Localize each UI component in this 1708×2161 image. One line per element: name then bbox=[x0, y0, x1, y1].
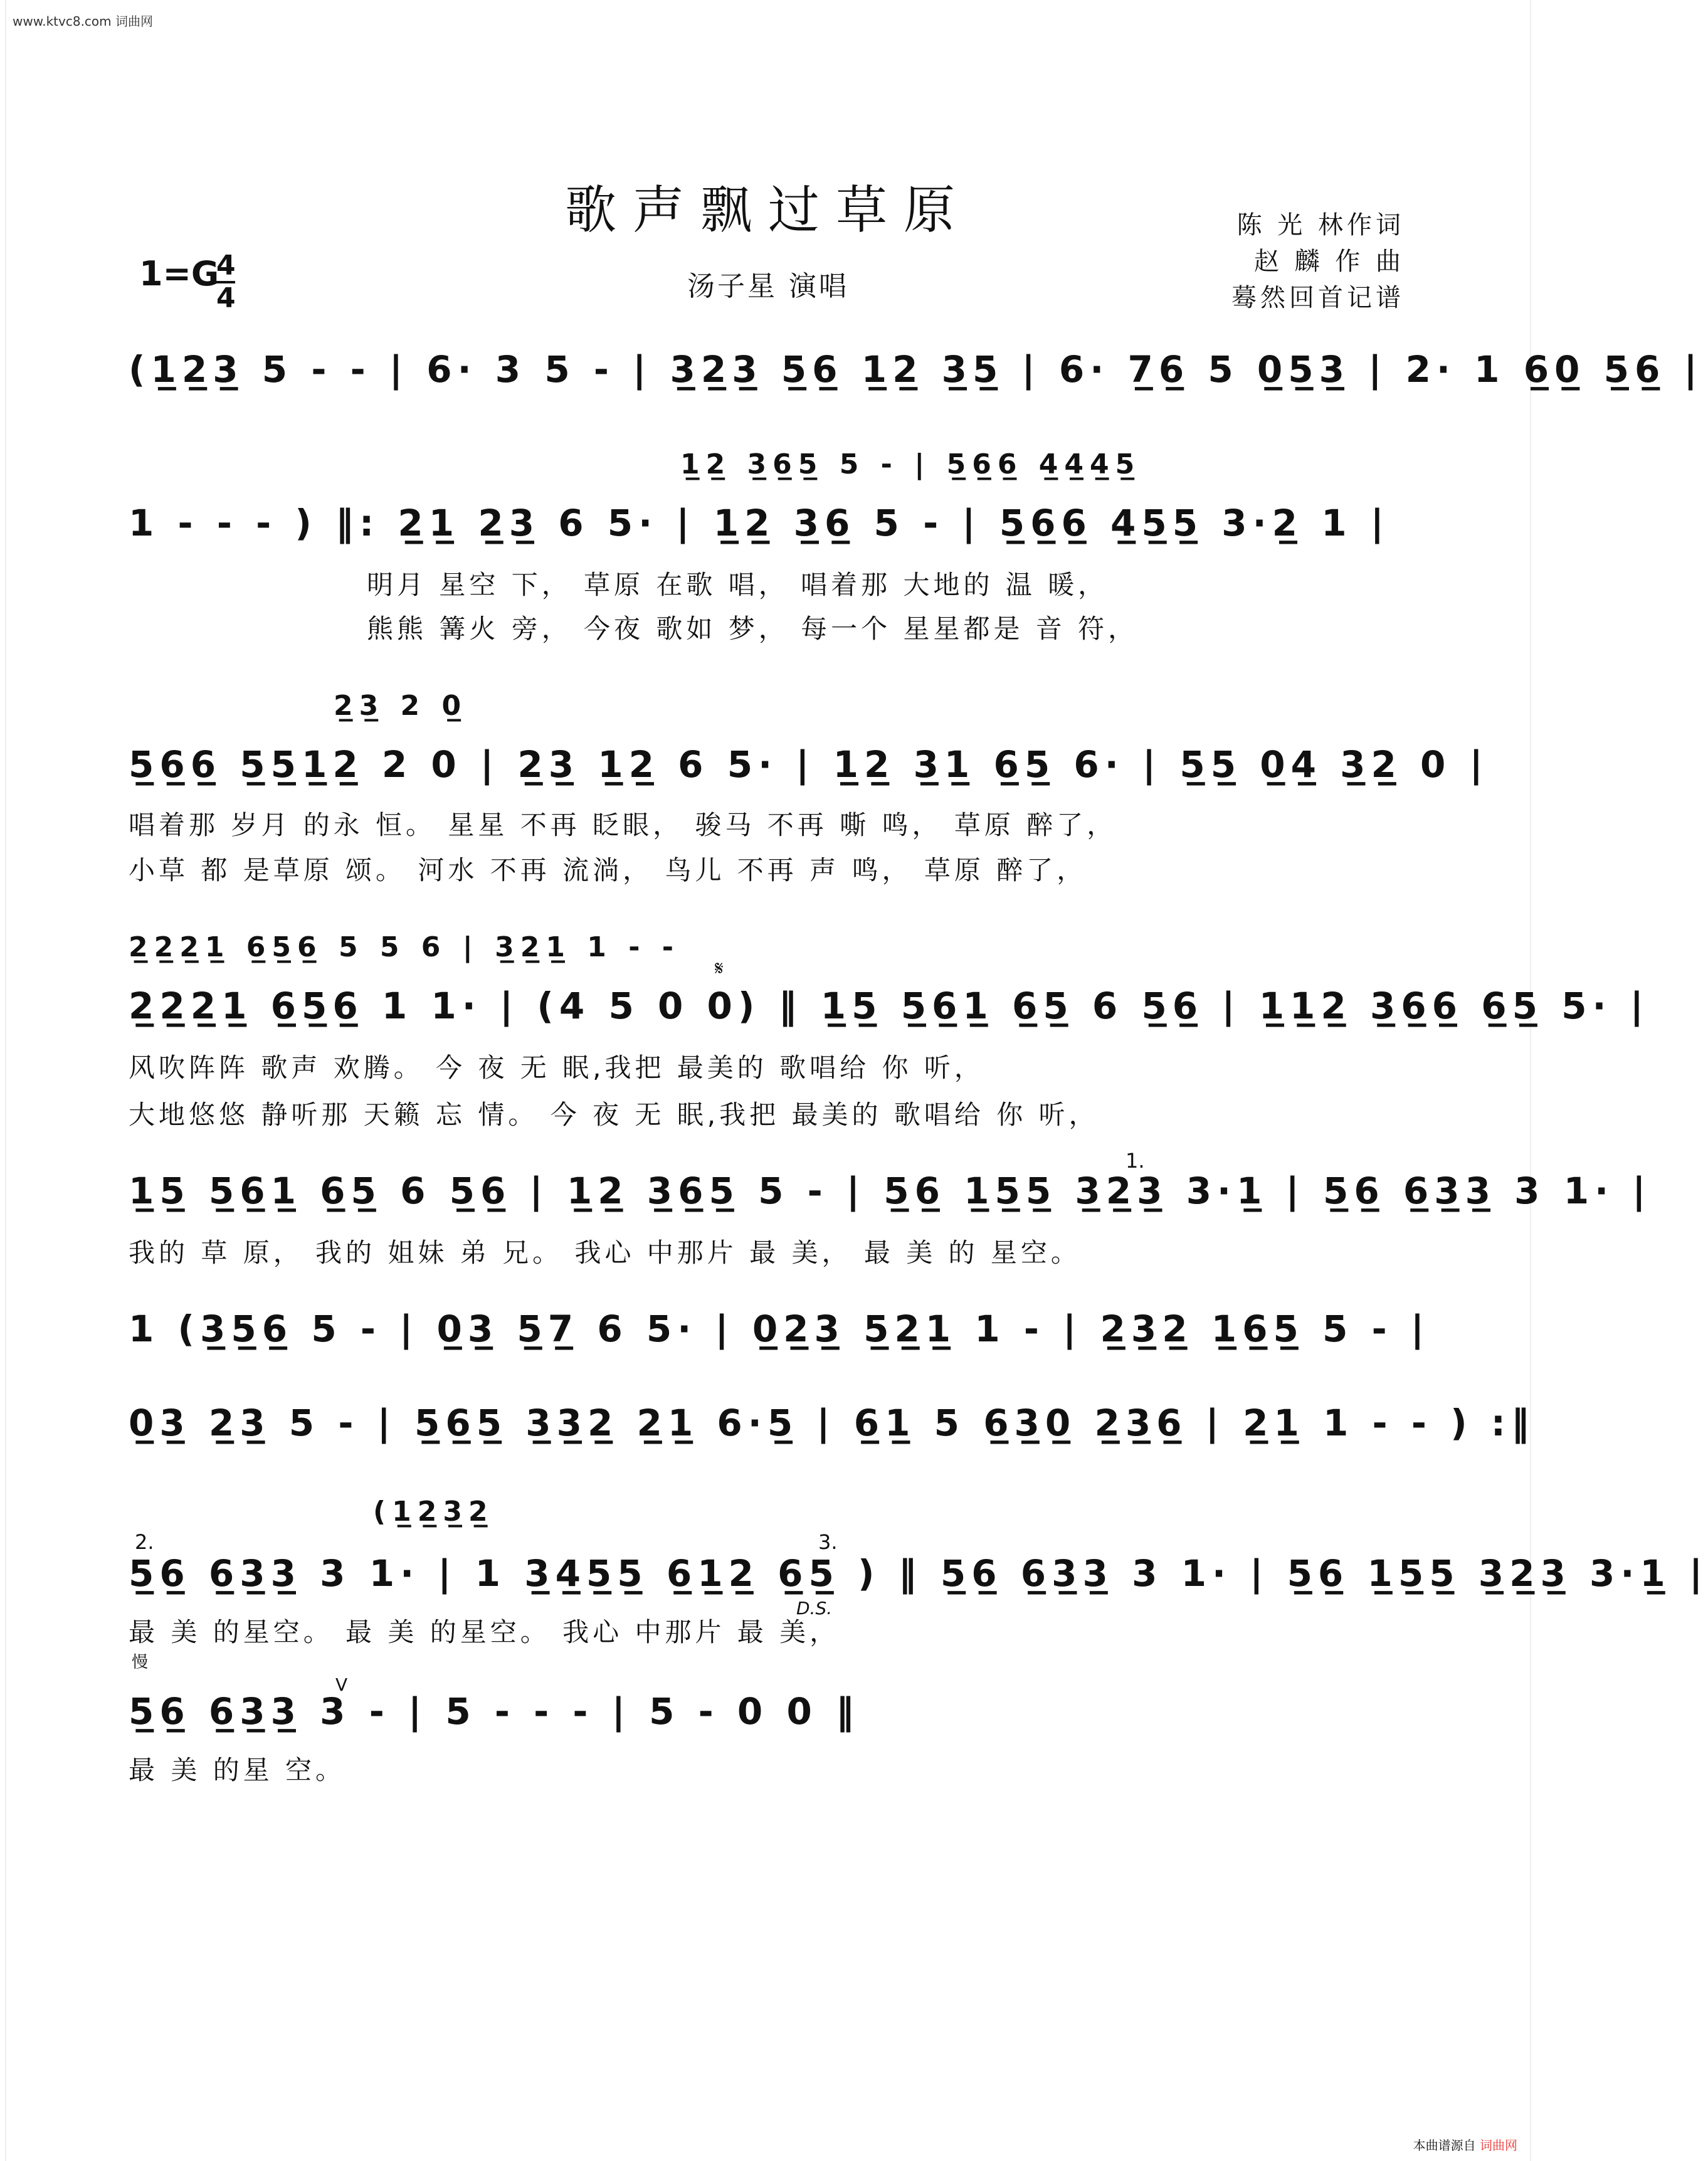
volta-3: 3. bbox=[818, 1530, 838, 1554]
score-row-8: 5̲6̲ 6̲3̲3̲ 3 1· | 1 3̲4̲5̲5̲ 6̲1̲2̲ 6̲5̲ ) ‖ 5̲6̲ 6̲3̲3̲ 3 1· | 5̲6̲ 1̲5̲5̲ 3̲2̲3̲ 3·1̲ | bbox=[129, 1552, 1708, 1595]
composer: 赵 麟 作 曲 bbox=[1253, 247, 1405, 276]
lyrics-row-3-verse-2: 小草 都 是草原 颂。 河水 不再 流淌， 鸟儿 不再 声 鸣， 草原 醉了， bbox=[129, 855, 1087, 885]
lyrics-row-8: 最 美 的星空。 最 美 的星空。 我心 中那片 最 美， bbox=[129, 1617, 840, 1647]
lyrics-row-5: 我的 草 原， 我的 姐妹 弟 兄。 我心 中那片 最 美， 最 美 的 星空。 bbox=[129, 1237, 1081, 1268]
score-row-2: 1 - - - ) ‖: 2̲1̲ 2̲3̲ 6 5· | 1̲2̲ 3̲6̲ 5 - | 5̲6̲6̲ 4̲5̲5̲ 3·2̲ 1 | bbox=[129, 502, 1389, 544]
volta-2: 2. bbox=[135, 1530, 154, 1554]
key-signature: 1=G bbox=[139, 254, 219, 293]
score-row-4: 2̲2̲2̲1̲ 6̲5̲6̲ 1 1· | (4 5 0 0) ‖ 1̲5̲ 5̲6̲1̲ 6̲5̲ 6 5̲6̲ | 1̲1̲2̲ 3̲6̲6̲ 6̲5̲ 5· | bbox=[129, 985, 1649, 1027]
left-edge bbox=[5, 0, 6, 2161]
footer-site: 词曲网 bbox=[1480, 2138, 1517, 2153]
lyrics-row-9: 最 美 的星 空。 bbox=[129, 1755, 346, 1785]
time-top: 4 bbox=[216, 250, 236, 282]
score-row-9: 5̲6̲ 6̲3̲3̲ 3 - | 5 - - - | 5 - 0 0 ‖ bbox=[129, 1690, 860, 1733]
lyrics-row-3-verse-1: 唱着那 岁月 的永 恒。 星星 不再 眨眼， 骏马 不再 嘶 鸣， 草原 醉了， bbox=[129, 810, 1117, 840]
lyrics-row-2-verse-1: 明月 星空 下， 草原 在歌 唱， 唱着那 大地的 温 暖， bbox=[367, 569, 1109, 600]
score-row-4-variant: 2̲2̲2̲1̲ 6̲5̲6̲ 5 5 6 | 3̲2̲1̲ 1 - - bbox=[129, 931, 680, 963]
footer bbox=[1413, 2135, 1517, 2153]
site-label: www.ktvc8.com 词曲网 bbox=[13, 14, 154, 29]
right-edge bbox=[1530, 0, 1531, 2161]
ds-mark: D.S. bbox=[796, 1598, 833, 1619]
transcriber: 蓦然回首记谱 bbox=[1231, 283, 1405, 312]
singer: 汤子星 演唱 bbox=[687, 270, 849, 302]
lyrics-row-2-verse-2: 熊熊 篝火 旁， 今夜 歌如 梦， 每一个 星星都是 音 符， bbox=[367, 613, 1139, 644]
footer-source: 本曲谱源自 bbox=[1413, 2138, 1476, 2153]
score-row-5: 1̲5̲ 5̲6̲1̲ 6̲5̲ 6 5̲6̲ | 1̲2̲ 3̲6̲5̲ 5 - | 5̲6̲ 1̲5̲5̲ 3̲2̲3̲ 3·1̲ | 5̲6̲ 6̲3̲3̲ 3 1· | bbox=[129, 1170, 1652, 1212]
lyricist: 陈 光 林作词 bbox=[1236, 211, 1405, 240]
score-row-7: 0̲3̲ 2̲3̲ 5 - | 5̲6̲5̲ 3̲3̲2̲ 2̲1̲ 6·5̲ | 6̲1̲ 5 6̲3̲0̲ 2̲3̲6̲ | 2̲1̲ 1 - - ) :‖ bbox=[129, 1402, 1535, 1444]
song-title: 歌声飘过草原 bbox=[564, 181, 971, 240]
segno-mark: 𝄋 bbox=[715, 956, 724, 980]
time-bottom: 4 bbox=[216, 282, 236, 314]
lyrics-row-4-verse-1: 风吹阵阵 歌声 欢腾。 今 夜 无 眠,我把 最美的 歌唱给 你 听， bbox=[129, 1052, 984, 1083]
score-row-2-variant: 1̲2̲ 3̲6̲5̲ 5 - | 5̲6̲6̲ 4̲4̲4̲5̲ bbox=[680, 448, 1141, 480]
slow-mark: 慢 bbox=[132, 1653, 149, 1672]
score-row-3-variant: 2̲3̲ 2 0̲ bbox=[334, 690, 468, 722]
score-row-8-variant: (1̲2̲3̲2̲ bbox=[373, 1496, 494, 1528]
score-row-6: 1 (3̲5̲6̲ 5 - | 0̲3̲ 5̲7̲ 6 5· | 0̲2̲3̲ 5̲2̲1̲ 1 - | 2̲3̲2̲ 1̲6̲5̲ 5 - | bbox=[129, 1308, 1430, 1350]
score-row-3: 5̲6̲6̲ 5̲5̲1̲2̲ 2 0 | 2̲3̲ 1̲2̲ 6 5· | 1̲2̲ 3̲1̲ 6̲5̲ 6· | 5̲5̲ 0̲4̲ 3̲2̲ 0 | bbox=[129, 743, 1489, 786]
breath-mark: V bbox=[335, 1674, 348, 1695]
lyrics-row-4-verse-2: 大地悠悠 静听那 天籁 忘 情。 今 夜 无 眠,我把 最美的 歌唱给 你 听， bbox=[129, 1099, 1099, 1130]
score-row-1: (1̲2̲3̲ 5 - - | 6· 3 5 - | 3̲2̲3̲ 5̲6̲ 1̲2̲ 3̲5̲ | 6· 7̲6̲ 5 0̲5̲3̲ | 2· 1 6̲0̲ 5̲6̲ | bbox=[129, 348, 1703, 391]
volta-1: 1. bbox=[1125, 1149, 1145, 1173]
